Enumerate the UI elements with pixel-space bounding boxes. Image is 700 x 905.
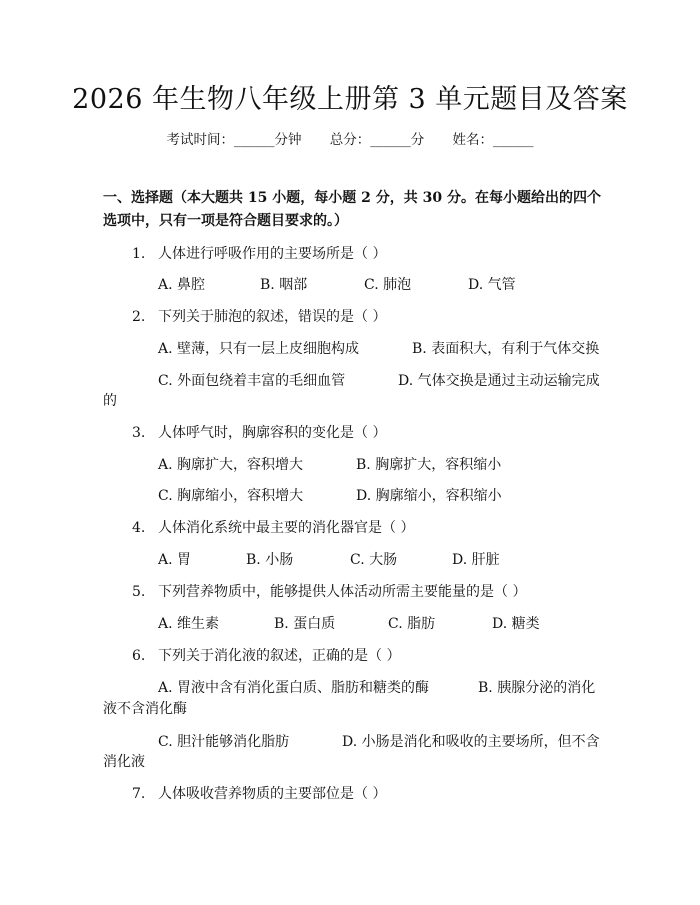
option-continuation: 液不含消化酶 [103, 701, 187, 717]
options-2a [158, 338, 599, 360]
question-text: 下列关于消化液的叙述，正确的是（ ） [158, 648, 401, 664]
question-4 [132, 517, 414, 539]
option-a: A. 壁薄，只有一层上皮细胞构成 [158, 341, 360, 357]
exam-info [0, 128, 700, 152]
options-2b [158, 370, 600, 392]
option-d: D. 小肠是消化和吸收的主要场所，但不含 [342, 734, 600, 750]
question-number: 2. [132, 309, 146, 325]
option-b: B. 蛋白质 [274, 616, 336, 632]
options-6a [158, 677, 595, 699]
option-a: A. 胃 [158, 552, 192, 568]
option-c: C. 外面包绕着丰富的毛细血管 [158, 373, 346, 389]
option-b: B. 胸廓扩大，容积缩小 [356, 457, 502, 473]
option-b: B. 小肠 [246, 552, 294, 568]
question-number: 1. [132, 246, 146, 262]
options-4 [158, 549, 500, 571]
option-b: B. 胰腺分泌的消化 [478, 680, 596, 696]
section-heading: 一、选择题（本大题共 15 小题，每小题 2 分，共 30 分。在每小题给出的四个选项中，只有一项是符合题目要求的。） [103, 190, 601, 229]
options-5 [158, 613, 540, 635]
question-text: 人体呼气时，胸廓容积的变化是（ ） [158, 425, 387, 441]
options-3a [158, 454, 501, 476]
option-d: D. 糖类 [492, 616, 540, 632]
question-number: 6. [132, 648, 146, 664]
student-name-field: 姓名：______ [452, 132, 534, 148]
option-c: C. 胆汁能够消化脂肪 [158, 734, 290, 750]
question-number: 7. [132, 786, 146, 802]
option-a: A. 胸廓扩大，容积增大 [158, 457, 304, 473]
option-b: B. 表面积大，有利于气体交换 [412, 341, 600, 357]
question-text: 下列营养物质中，能够提供人体活动所需主要能量的是（ ） [158, 584, 527, 600]
question-5 [132, 581, 526, 603]
question-text: 人体进行呼吸作用的主要场所是（ ） [158, 246, 387, 262]
option-d: D. 气体交换是通过主动运输完成 [398, 373, 600, 389]
option-a: A. 胃液中含有消化蛋白质、脂肪和糖类的酶 [158, 680, 430, 696]
option-a: A. 维生素 [158, 616, 220, 632]
option-d: D. 气管 [468, 277, 516, 293]
question-3 [132, 422, 386, 444]
exam-time-field: 考试时间：______分钟 [166, 132, 302, 148]
question-1 [132, 243, 386, 265]
option-a: A. 鼻腔 [158, 277, 206, 293]
option-d: D. 肝脏 [452, 552, 500, 568]
question-number: 3. [132, 425, 146, 441]
question-2 [132, 306, 386, 328]
question-text: 人体吸收营养物质的主要部位是（ ） [158, 786, 387, 802]
page-title: 2026 年生物八年级上册第 3 单元题目及答案 [72, 84, 628, 115]
question-6 [132, 645, 400, 667]
options-1 [158, 274, 516, 296]
option-c: C. 胸廓缩小，容积增大 [158, 488, 304, 504]
options-3b [158, 485, 502, 507]
question-text: 人体消化系统中最主要的消化器官是（ ） [158, 520, 415, 536]
question-number: 5. [132, 584, 146, 600]
question-text: 下列关于肺泡的叙述，错误的是（ ） [158, 309, 387, 325]
option-d: D. 胸廓缩小，容积缩小 [356, 488, 502, 504]
option-b: B. 咽部 [260, 277, 308, 293]
option-c: C. 肺泡 [364, 277, 412, 293]
options-6b [158, 731, 600, 753]
option-c: C. 脂肪 [388, 616, 436, 632]
question-7 [132, 783, 386, 805]
option-continuation: 消化液 [103, 754, 145, 770]
option-c: C. 大肠 [350, 552, 398, 568]
total-score-field: 总分：______分 [329, 132, 425, 148]
question-number: 4. [132, 520, 146, 536]
option-continuation: 的 [103, 393, 117, 409]
